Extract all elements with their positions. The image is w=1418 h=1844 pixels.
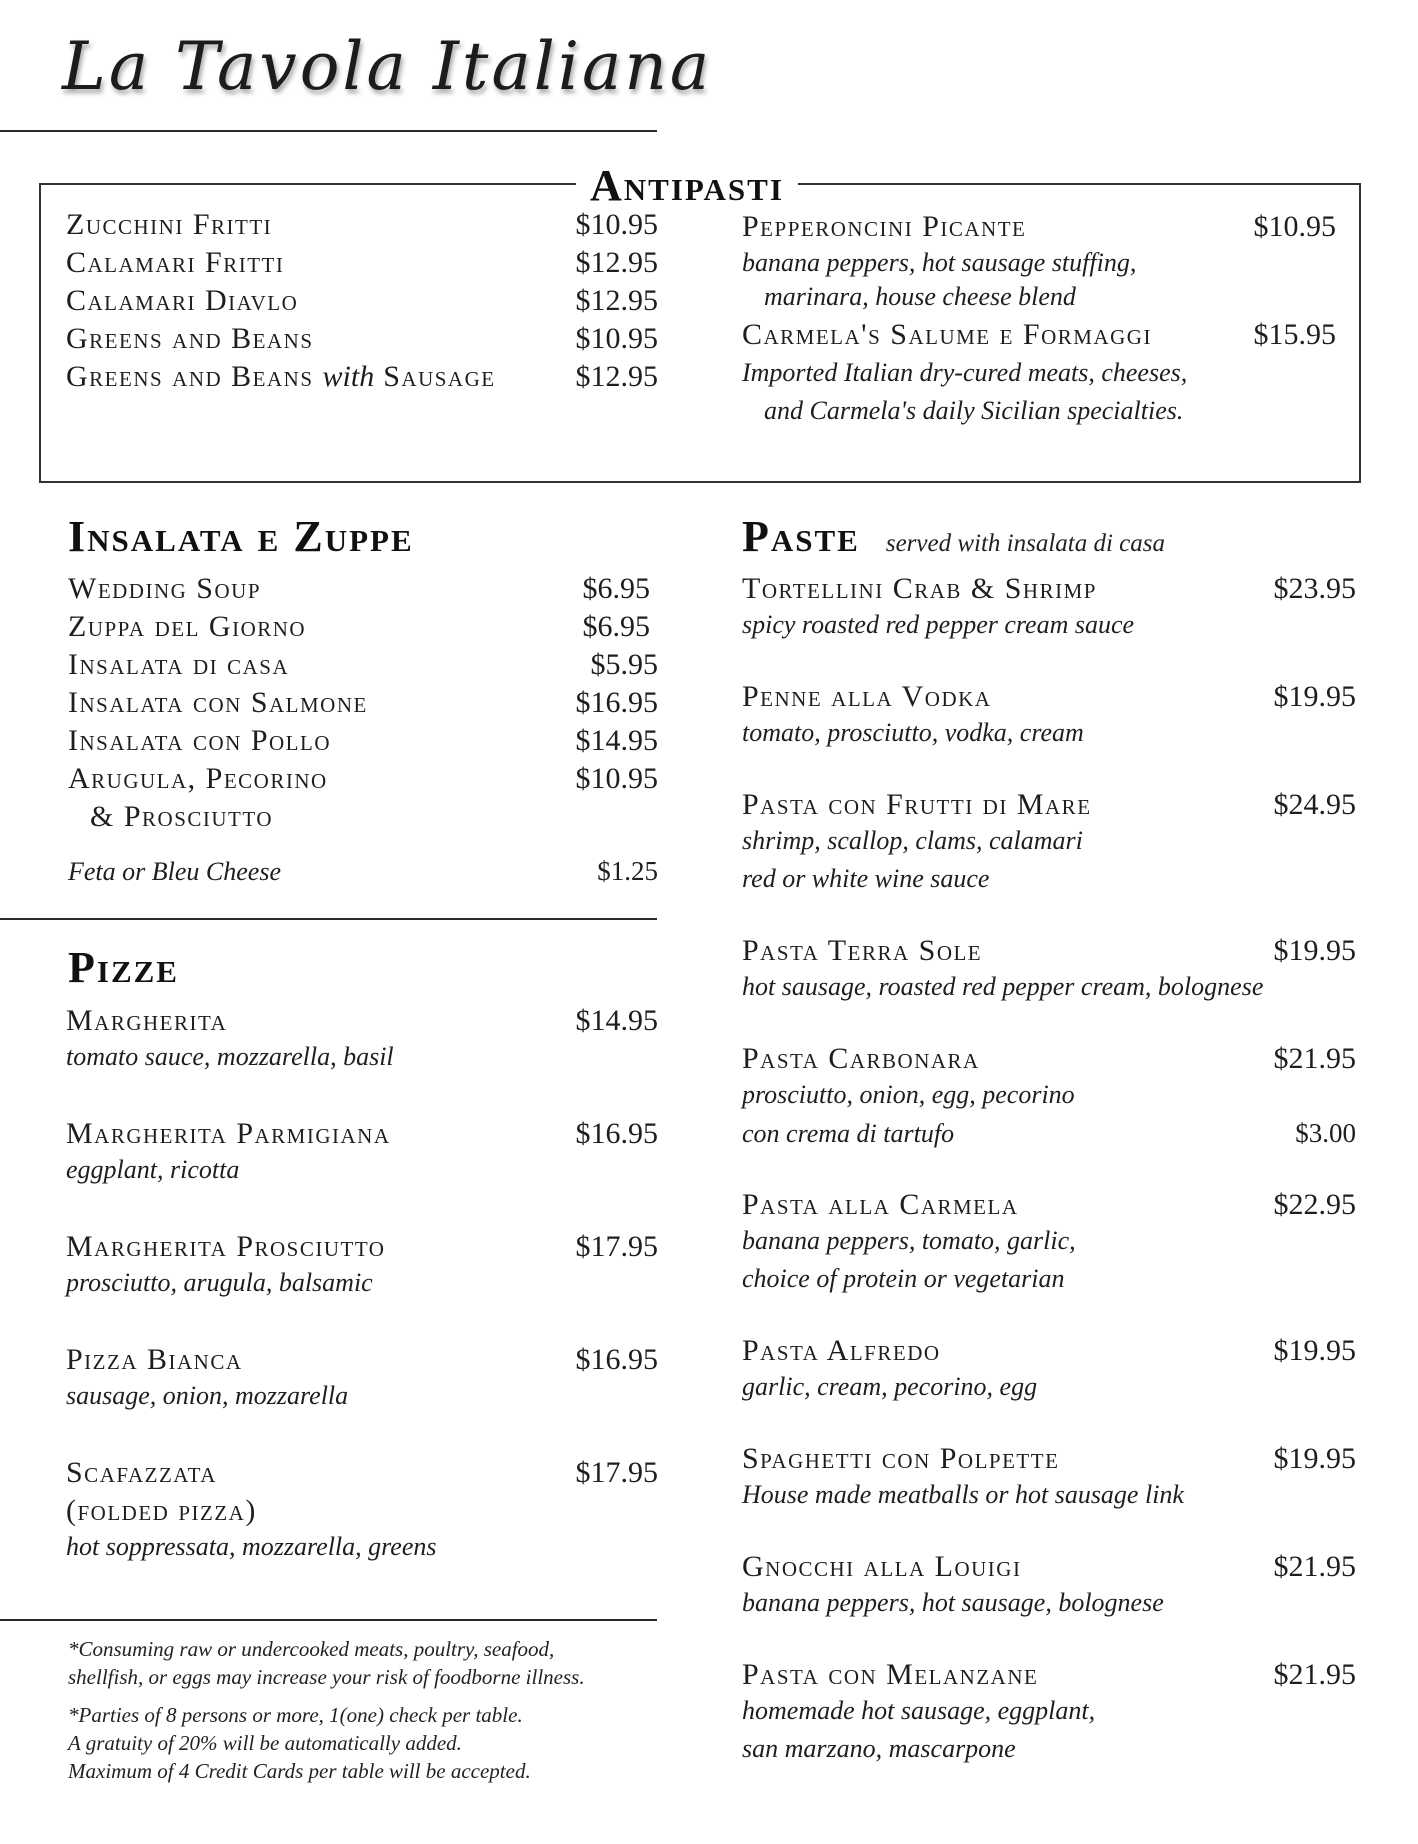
item-description: garlic, cream, pecorino, egg — [742, 1372, 1038, 1401]
credit-card-note: Maximum of 4 Credit Cards per table will be accepted. — [68, 1759, 531, 1783]
item-price: $22.95 — [1273, 1188, 1356, 1221]
item-name: Wedding Soup — [68, 572, 261, 605]
insalata-list — [68, 572, 658, 894]
item-name: Pasta con Melanzane — [742, 1658, 1039, 1691]
item-description: sausage, onion, mozzarella — [66, 1381, 349, 1410]
item-name: Margherita Prosciutto — [66, 1230, 386, 1263]
antipasti-left-list — [66, 208, 658, 398]
addon-name: Feta or Bleu Cheese — [68, 857, 281, 886]
menu-item — [66, 1343, 658, 1456]
menu-item — [68, 724, 658, 762]
item-name-continued: (folded pizza) — [66, 1494, 257, 1527]
item-name: Spaghetti con Polpette — [742, 1442, 1060, 1475]
title-divider — [0, 130, 657, 132]
item-name: Margherita Parmigiana — [66, 1117, 391, 1150]
item-description: homemade hot sausage, eggplant, — [742, 1696, 1096, 1725]
item-description: eggplant, ricotta — [66, 1155, 240, 1184]
menu-item — [66, 360, 658, 398]
menu-item — [66, 1230, 658, 1343]
item-description: banana peppers, tomato, garlic, — [742, 1226, 1076, 1255]
item-name: Margherita — [66, 1004, 228, 1037]
item-name-part: Greens and Beans — [66, 360, 314, 393]
item-name: Penne alla Vodka — [742, 680, 992, 713]
menu-item — [742, 1658, 1356, 1764]
item-description: Imported Italian dry-cured meats, cheeses, — [742, 358, 1188, 387]
extra-label: con crema di tartufo — [742, 1119, 955, 1148]
item-name-part: Sausage — [383, 360, 496, 393]
item-name: Pasta con Frutti di Mare — [742, 788, 1092, 821]
menu-item — [742, 680, 1356, 788]
item-price: $6.95 — [582, 572, 650, 605]
item-price: $6.95 — [582, 610, 650, 643]
item-description: House made meatballs or hot sausage link — [742, 1480, 1184, 1509]
item-name: Insalata di casa — [68, 648, 290, 681]
item-name: Calamari Fritti — [66, 246, 285, 279]
item-name: Pasta Carbonara — [742, 1042, 980, 1075]
item-name-with: with — [322, 360, 375, 393]
item-price: $16.95 — [575, 686, 658, 719]
menu-item — [742, 1188, 1356, 1334]
food-safety-note: shellfish, or eggs may increase your risk of foodborne illness. — [68, 1665, 585, 1689]
section-divider — [0, 1619, 657, 1621]
item-price: $14.95 — [575, 1004, 658, 1037]
party-policy-note: *Parties of 8 persons or more, 1(one) check per table. — [68, 1703, 523, 1727]
item-name: Scafazzata — [66, 1456, 217, 1489]
paste-heading-note: served with insalata di casa — [885, 530, 1166, 557]
item-description: shrimp, scallop, clams, calamari — [742, 826, 1083, 855]
gratuity-note: A gratuity of 20% will be automatically added. — [68, 1731, 462, 1755]
item-description: hot sausage, roasted red pepper cream, bolognese — [742, 972, 1264, 1001]
item-name: Pasta Terra Sole — [742, 934, 983, 967]
item-description: marinara, house cheese blend — [764, 282, 1076, 311]
item-name: Carmela's Salume e Formaggi — [742, 318, 1152, 351]
menu-item — [742, 572, 1356, 680]
menu-item — [742, 210, 1336, 248]
item-price: $10.95 — [575, 208, 658, 241]
item-price: $15.95 — [1253, 318, 1336, 351]
food-safety-note: *Consuming raw or undercooked meats, poultry, seafood, — [68, 1637, 555, 1661]
item-name: Calamari Diavlo — [66, 284, 299, 317]
item-price: $16.95 — [575, 1343, 658, 1376]
item-description: tomato, prosciutto, vodka, cream — [742, 718, 1084, 747]
insalata-heading: Insalata e Zuppe — [68, 512, 414, 561]
menu-item — [66, 1456, 658, 1562]
item-description: and Carmela's daily Sicilian specialties. — [764, 396, 1184, 425]
item-price: $10.95 — [575, 762, 658, 795]
menu-item — [742, 1550, 1356, 1658]
item-name: Pizza Bianca — [66, 1343, 243, 1376]
addon-item — [68, 856, 658, 894]
item-price: $12.95 — [575, 284, 658, 317]
item-description: prosciutto, arugula, balsamic — [66, 1268, 373, 1297]
item-description: tomato sauce, mozzarella, basil — [66, 1042, 394, 1071]
menu-item — [742, 1442, 1356, 1550]
menu-item — [66, 1004, 658, 1117]
item-name: Zucchini Fritti — [66, 208, 273, 241]
item-name: Insalata con Salmone — [68, 686, 368, 719]
item-description: spicy roasted red pepper cream sauce — [742, 610, 1135, 639]
section-divider — [0, 918, 657, 920]
item-name: Pepperoncini Picante — [742, 210, 1027, 243]
menu-item — [68, 572, 658, 610]
item-price: $17.95 — [575, 1456, 658, 1489]
menu-item — [742, 1042, 1356, 1188]
menu-item — [742, 318, 1336, 358]
item-price: $24.95 — [1273, 788, 1356, 821]
item-description: red or white wine sauce — [742, 864, 990, 893]
restaurant-title: La Tavola Italiana — [62, 28, 713, 105]
item-name: Pasta alla Carmela — [742, 1188, 1019, 1221]
item-description: choice of protein or vegetarian — [742, 1264, 1065, 1293]
item-price: $19.95 — [1273, 1334, 1356, 1367]
antipasti-right-list — [742, 210, 1336, 434]
addon-price: $1.25 — [597, 856, 658, 886]
item-price: $21.95 — [1273, 1658, 1356, 1691]
pizze-heading: Pizze — [68, 943, 179, 992]
item-price: $5.95 — [590, 648, 658, 681]
menu-item — [66, 322, 658, 360]
item-extra — [742, 1118, 1356, 1149]
item-price: $19.95 — [1273, 680, 1356, 713]
antipasti-heading: Antipasti — [576, 164, 798, 208]
menu-item — [742, 934, 1356, 1042]
paste-heading-text: Paste — [742, 512, 860, 561]
paste-list — [742, 572, 1356, 1764]
item-price: $19.95 — [1273, 1442, 1356, 1475]
item-name: Greens and Beans — [66, 322, 314, 355]
menu-item — [68, 686, 658, 724]
item-name: Insalata con Pollo — [68, 724, 331, 757]
item-price: $21.95 — [1273, 1042, 1356, 1075]
item-price: $21.95 — [1273, 1550, 1356, 1583]
item-description: banana peppers, hot sausage stuffing, — [742, 248, 1137, 277]
pizze-list — [66, 1004, 658, 1562]
item-description: prosciutto, onion, egg, pecorino — [742, 1080, 1075, 1109]
menu-item — [742, 788, 1356, 934]
item-name — [66, 360, 496, 394]
menu-item — [68, 648, 658, 686]
item-price: $10.95 — [575, 322, 658, 355]
item-price: $14.95 — [575, 724, 658, 757]
item-description: san marzano, mascarpone — [742, 1734, 1016, 1763]
item-name: Gnocchi alla Louigi — [742, 1550, 1022, 1583]
menu-item — [68, 762, 658, 800]
item-price: $16.95 — [575, 1117, 658, 1150]
item-description: banana peppers, hot sausage, bolognese — [742, 1588, 1164, 1617]
item-name: Tortellini Crab & Shrimp — [742, 572, 1097, 605]
menu-item — [68, 610, 658, 648]
menu-item — [66, 284, 658, 322]
item-price: $19.95 — [1273, 934, 1356, 967]
item-price: $12.95 — [575, 360, 658, 393]
extra-price: $3.00 — [1295, 1118, 1356, 1148]
menu-item — [66, 246, 658, 284]
paste-heading — [742, 512, 1166, 561]
item-price: $17.95 — [575, 1230, 658, 1263]
item-price: $10.95 — [1253, 210, 1336, 243]
footer-notes — [68, 1635, 585, 1785]
item-name: Pasta Alfredo — [742, 1334, 941, 1367]
item-name: Arugula, Pecorino — [68, 762, 328, 795]
item-name-continued: & Prosciutto — [90, 800, 273, 833]
item-price: $12.95 — [575, 246, 658, 279]
item-price: $23.95 — [1273, 572, 1356, 605]
menu-item — [742, 1334, 1356, 1442]
menu-item — [66, 1117, 658, 1230]
item-description: hot soppressata, mozzarella, greens — [66, 1532, 437, 1561]
menu-item — [66, 208, 658, 246]
item-name: Zuppa del Giorno — [68, 610, 307, 643]
